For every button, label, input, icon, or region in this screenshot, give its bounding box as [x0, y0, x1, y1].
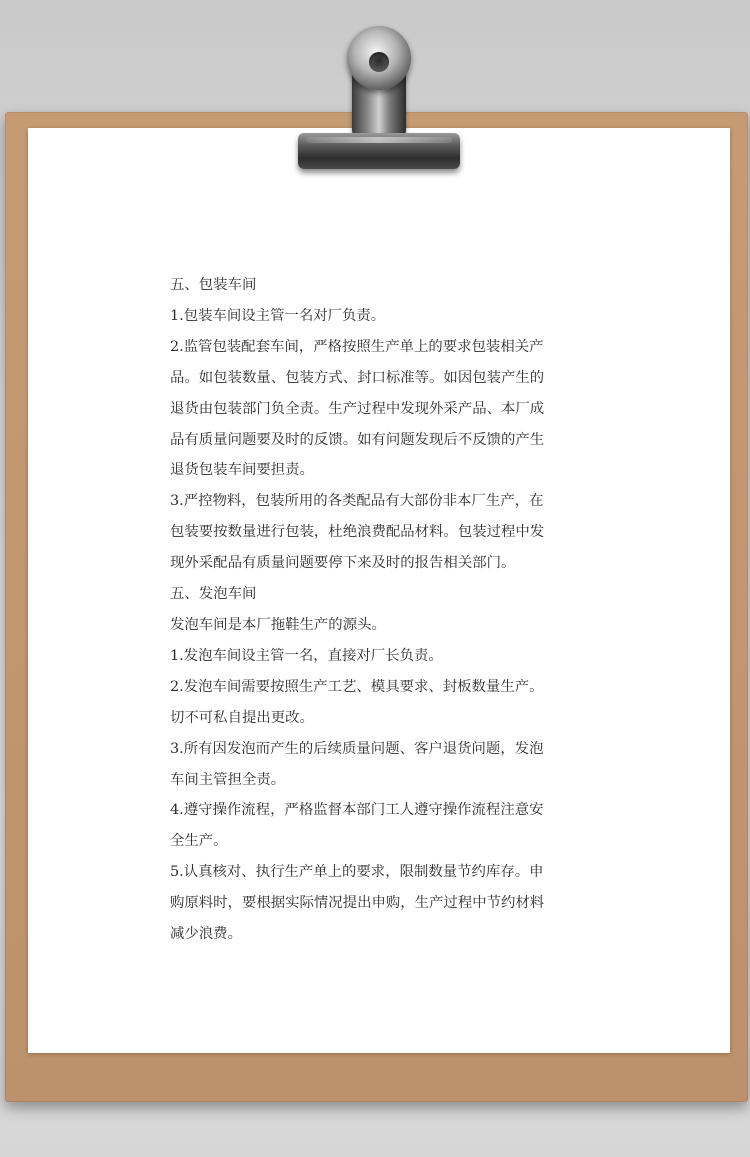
foaming-item-4-line-1: 4.遵守操作流程，严格监督本部门工人遵守操作流程注意安: [170, 802, 544, 819]
binder-clip-highlight: [306, 137, 452, 143]
section-heading-foaming: 五、发泡车间: [170, 586, 257, 603]
foaming-item-5-line-2: 购原料时，要根据实际情况提出申购，生产过程中节约材料: [170, 895, 545, 912]
foaming-item-2-line-1: 2.发泡车间需要按照生产工艺、模具要求、封板数量生产。: [170, 678, 544, 695]
foaming-item-2-line-2: 切不可私自提出更改。: [170, 709, 314, 726]
packaging-item-2-line-5: 退货包装车间要担责。: [170, 462, 314, 479]
packaging-item-2-line-4: 品有质量问题要及时的反馈。如有问题发现后不反馈的产生: [170, 431, 545, 448]
packaging-item-1: 1.包装车间设主管一名对厂负责。: [170, 307, 386, 324]
packaging-item-2-line-1: 2.监管包装配套车间，严格按照生产单上的要求包装相关产: [170, 338, 544, 355]
foaming-item-5-line-1: 5.认真核对、执行生产单上的要求，限制数量节约库存。申: [170, 864, 544, 881]
foaming-item-3-line-2: 车间主管担全责。: [170, 771, 286, 788]
packaging-item-2-line-3: 退货由包装部门负全责。生产过程中发现外采产品、本厂成: [170, 400, 545, 417]
foaming-intro: 发泡车间是本厂拖鞋生产的源头。: [170, 616, 386, 633]
packaging-item-2-line-2: 品。如包装数量、包装方式、封口标准等。如因包装产生的: [170, 369, 545, 386]
binder-clip-hole: [369, 52, 389, 72]
document-text: [170, 270, 585, 950]
foaming-item-5-line-3: 减少浪费。: [170, 926, 242, 943]
packaging-item-3-line-1: 3.严控物料，包装所用的各类配品有大部份非本厂生产，在: [170, 493, 544, 510]
foaming-item-3-line-1: 3.所有因发泡而产生的后续质量问题、客户退货问题，发泡: [170, 740, 544, 757]
packaging-item-3-line-2: 包装要按数量进行包装，杜绝浪费配品材料。包装过程中发: [170, 524, 545, 541]
foaming-item-1: 1.发泡车间设主管一名，直接对厂长负责。: [170, 647, 443, 664]
section-heading-packaging: 五、包装车间: [170, 277, 257, 293]
foaming-item-4-line-2: 全生产。: [170, 833, 228, 850]
packaging-item-3-line-3: 现外采配品有质量问题要停下来及时的报告相关部门。: [170, 555, 516, 572]
